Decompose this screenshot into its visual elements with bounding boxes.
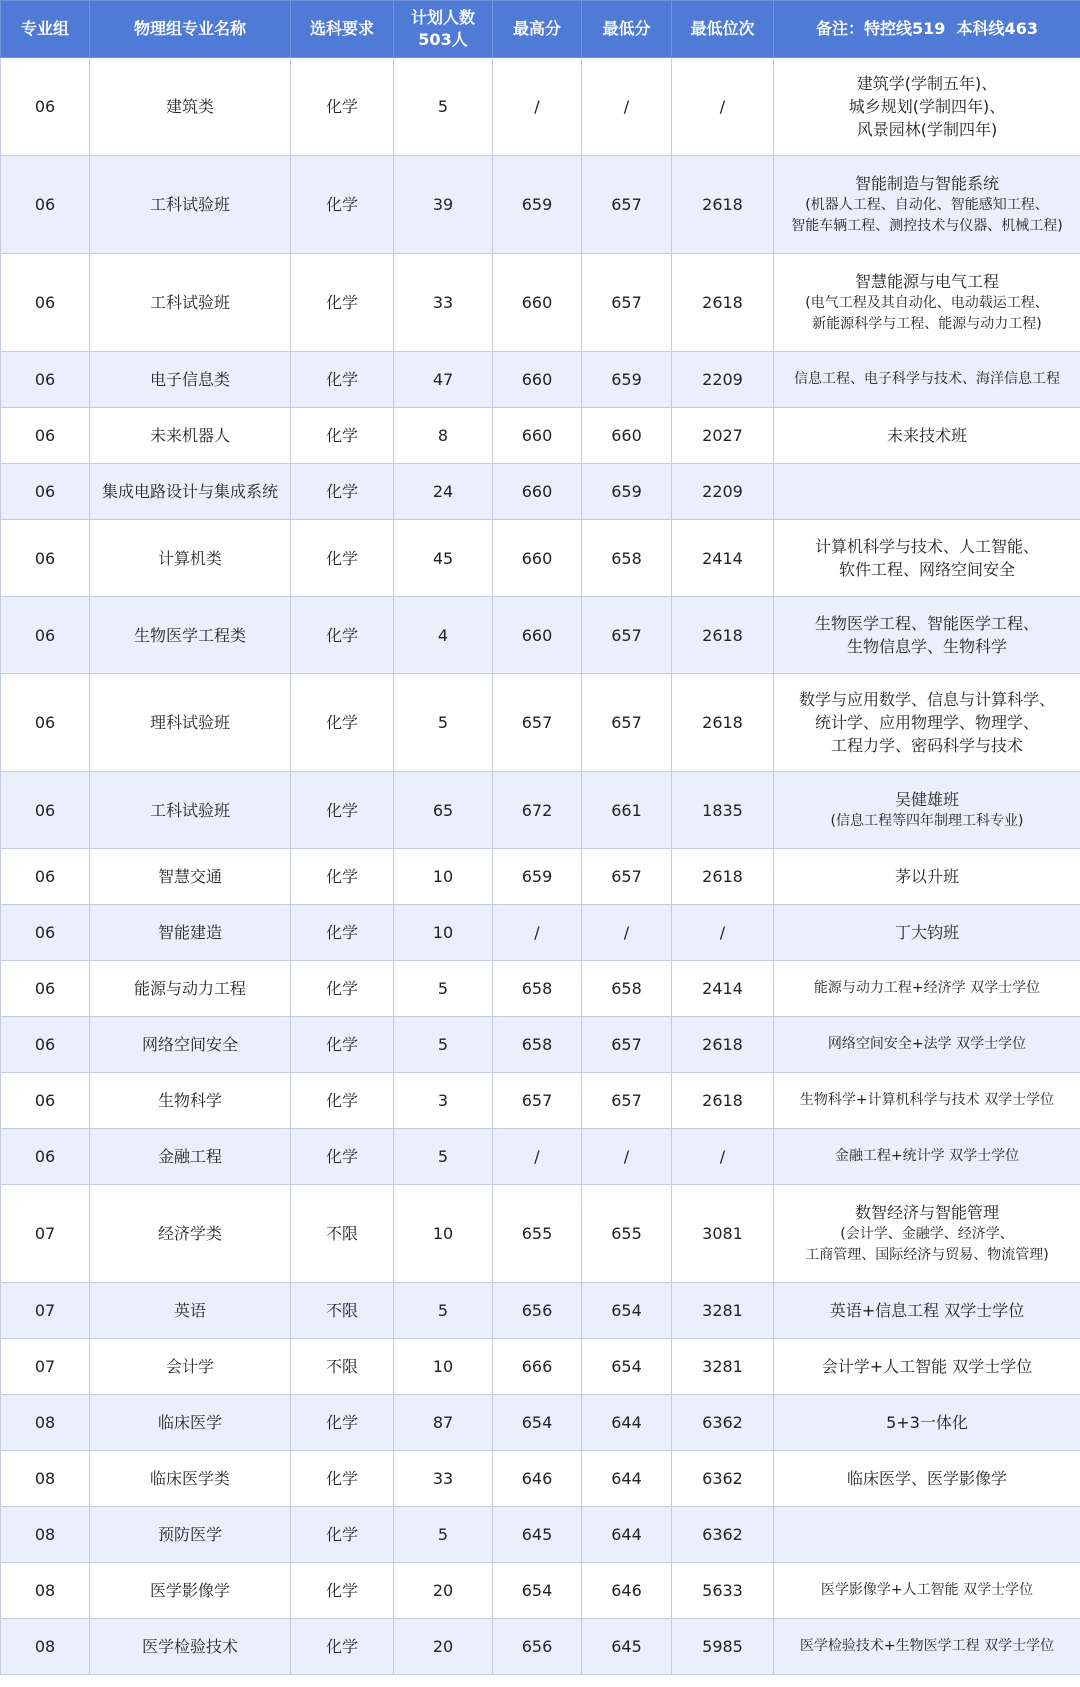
cell-note <box>774 674 1080 772</box>
cell-note <box>774 1395 1080 1451</box>
cell-note <box>774 961 1080 1017</box>
cell-subject: 化学 <box>291 597 394 674</box>
cell-plan: 3 <box>394 1073 493 1129</box>
table-row <box>1 1129 1080 1185</box>
cell-subject: 不限 <box>291 1283 394 1339</box>
cell-min-score: 644 <box>582 1507 672 1563</box>
cell-min-rank: 2414 <box>672 961 774 1017</box>
cell-subject: 化学 <box>291 905 394 961</box>
cell-max-score: 660 <box>493 464 582 520</box>
cell-subject: 化学 <box>291 1017 394 1073</box>
header-major: 物理组专业名称 <box>90 1 291 58</box>
note-line: 建筑学(学制五年)、 <box>856 74 998 93</box>
cell-min-score: 644 <box>582 1451 672 1507</box>
table-row <box>1 1339 1080 1395</box>
cell-min-score: 654 <box>582 1339 672 1395</box>
cell-min-score: 657 <box>582 156 672 254</box>
header-max: 最高分 <box>493 1 582 58</box>
cell-min-rank: 6362 <box>672 1395 774 1451</box>
note-line: 医学检验技术+生物医学工程 双学士学位 <box>799 1638 1055 1654</box>
note-line: 城乡规划(学制四年)、 <box>848 97 1006 116</box>
cell-note <box>774 597 1080 674</box>
cell-note <box>774 520 1080 597</box>
cell-subject: 不限 <box>291 1339 394 1395</box>
note-line: 软件工程、网络空间安全 <box>838 560 1015 579</box>
note-line: (会计学、金融学、经济学、 <box>840 1226 1014 1242</box>
cell-group: 08 <box>1 1619 90 1675</box>
cell-plan: 5 <box>394 1017 493 1073</box>
cell-group: 06 <box>1 352 90 408</box>
cell-min-score: 658 <box>582 520 672 597</box>
cell-group: 06 <box>1 156 90 254</box>
cell-note <box>774 1619 1080 1675</box>
table-row <box>1 1073 1080 1129</box>
note-line: 数学与应用数学、信息与计算科学、 <box>798 690 1055 709</box>
cell-major: 网络空间安全 <box>90 1017 291 1073</box>
cell-subject: 化学 <box>291 352 394 408</box>
header-plan-line1: 计划人数 <box>410 8 475 27</box>
cell-group: 06 <box>1 254 90 352</box>
cell-min-rank: 5633 <box>672 1563 774 1619</box>
cell-major: 理科试验班 <box>90 674 291 772</box>
cell-max-score: 659 <box>493 849 582 905</box>
note-line: 丁大钧班 <box>894 923 959 942</box>
note-line: 临床医学、医学影像学 <box>846 1469 1007 1488</box>
note-line: 5+3一体化 <box>886 1413 968 1432</box>
cell-group: 06 <box>1 58 90 156</box>
cell-group: 06 <box>1 905 90 961</box>
note-line: 茅以升班 <box>894 867 959 886</box>
cell-subject: 化学 <box>291 674 394 772</box>
cell-major: 电子信息类 <box>90 352 291 408</box>
table-row <box>1 905 1080 961</box>
cell-note <box>774 1017 1080 1073</box>
cell-max-score: 660 <box>493 520 582 597</box>
table-row <box>1 1507 1080 1563</box>
cell-min-rank: 3081 <box>672 1185 774 1283</box>
cell-note <box>774 1339 1080 1395</box>
cell-note <box>774 1073 1080 1129</box>
cell-plan: 33 <box>394 254 493 352</box>
cell-major: 智能建造 <box>90 905 291 961</box>
cell-max-score: 660 <box>493 254 582 352</box>
cell-max-score: 660 <box>493 352 582 408</box>
note-line: 生物医学工程、智能医学工程、 <box>814 614 1039 633</box>
cell-plan: 10 <box>394 1339 493 1395</box>
cell-group: 06 <box>1 1017 90 1073</box>
table-row <box>1 961 1080 1017</box>
cell-plan: 8 <box>394 408 493 464</box>
note-line: 会计学+人工智能 双学士学位 <box>821 1357 1033 1376</box>
cell-subject: 化学 <box>291 849 394 905</box>
cell-major: 工科试验班 <box>90 156 291 254</box>
cell-plan: 5 <box>394 1283 493 1339</box>
cell-min-score: 659 <box>582 464 672 520</box>
cell-note <box>774 1283 1080 1339</box>
cell-note <box>774 58 1080 156</box>
table-row <box>1 1619 1080 1675</box>
table-body <box>1 58 1080 1675</box>
cell-major: 智慧交通 <box>90 849 291 905</box>
note-line: 数智经济与智能管理 <box>854 1203 999 1222</box>
cell-group: 07 <box>1 1185 90 1283</box>
table-row <box>1 408 1080 464</box>
cell-group: 06 <box>1 520 90 597</box>
cell-min-rank: 2209 <box>672 352 774 408</box>
cell-major: 经济学类 <box>90 1185 291 1283</box>
cell-note <box>774 156 1080 254</box>
header-plan-line2: 503人 <box>418 30 468 49</box>
cell-min-score: / <box>582 905 672 961</box>
cell-plan: 39 <box>394 156 493 254</box>
table-row <box>1 597 1080 674</box>
header-rank: 最低位次 <box>672 1 774 58</box>
note-line: 风景园林(学制四年) <box>856 120 998 139</box>
cell-subject: 化学 <box>291 1563 394 1619</box>
cell-min-score: 660 <box>582 408 672 464</box>
cell-major: 英语 <box>90 1283 291 1339</box>
header-subject: 选科要求 <box>291 1 394 58</box>
cell-group: 06 <box>1 408 90 464</box>
note-line: 生物信息学、生物科学 <box>846 637 1007 656</box>
cell-group: 06 <box>1 772 90 849</box>
cell-group: 06 <box>1 1129 90 1185</box>
cell-min-rank: 2027 <box>672 408 774 464</box>
cell-subject: 化学 <box>291 254 394 352</box>
cell-min-rank: 2618 <box>672 254 774 352</box>
table-row <box>1 156 1080 254</box>
cell-plan: 5 <box>394 674 493 772</box>
cell-min-rank: 2414 <box>672 520 774 597</box>
cell-max-score: 646 <box>493 1451 582 1507</box>
cell-major: 工科试验班 <box>90 772 291 849</box>
cell-min-score: 657 <box>582 1073 672 1129</box>
cell-major: 临床医学类 <box>90 1451 291 1507</box>
cell-subject: 化学 <box>291 520 394 597</box>
cell-max-score: 660 <box>493 408 582 464</box>
note-line: 医学影像学+人工智能 双学士学位 <box>820 1582 1034 1598</box>
note-line: (机器人工程、自动化、智能感知工程、 <box>805 197 1049 213</box>
note-line: 能源与动力工程+经济学 双学士学位 <box>813 980 1041 996</box>
cell-note <box>774 1185 1080 1283</box>
table-header <box>1 1 1080 58</box>
cell-min-rank: 2618 <box>672 1073 774 1129</box>
cell-min-rank: 1835 <box>672 772 774 849</box>
cell-note <box>774 1507 1080 1563</box>
cell-max-score: 655 <box>493 1185 582 1283</box>
cell-max-score: 657 <box>493 1073 582 1129</box>
cell-group: 06 <box>1 1073 90 1129</box>
table-row <box>1 352 1080 408</box>
cell-group: 07 <box>1 1339 90 1395</box>
cell-subject: 化学 <box>291 1507 394 1563</box>
cell-major: 金融工程 <box>90 1129 291 1185</box>
cell-major: 会计学 <box>90 1339 291 1395</box>
cell-group: 06 <box>1 674 90 772</box>
cell-plan: 87 <box>394 1395 493 1451</box>
cell-note <box>774 254 1080 352</box>
cell-min-score: / <box>582 58 672 156</box>
table-row <box>1 1017 1080 1073</box>
cell-min-rank: 3281 <box>672 1283 774 1339</box>
cell-major: 未来机器人 <box>90 408 291 464</box>
table-row <box>1 1395 1080 1451</box>
cell-plan: 10 <box>394 905 493 961</box>
header-min: 最低分 <box>582 1 672 58</box>
cell-subject: 化学 <box>291 1129 394 1185</box>
cell-min-rank: 2618 <box>672 849 774 905</box>
cell-major: 工科试验班 <box>90 254 291 352</box>
note-line: 工商管理、国际经济与贸易、物流管理) <box>805 1247 1049 1263</box>
cell-plan: 24 <box>394 464 493 520</box>
note-line: 生物科学+计算机科学与技术 双学士学位 <box>799 1092 1055 1108</box>
cell-max-score: / <box>493 58 582 156</box>
header-plan <box>394 1 493 58</box>
cell-plan: 47 <box>394 352 493 408</box>
cell-plan: 10 <box>394 849 493 905</box>
cell-group: 07 <box>1 1283 90 1339</box>
cell-plan: 20 <box>394 1563 493 1619</box>
cell-note <box>774 408 1080 464</box>
cell-min-rank: 2618 <box>672 597 774 674</box>
cell-group: 06 <box>1 961 90 1017</box>
cell-min-score: 657 <box>582 254 672 352</box>
cell-plan: 10 <box>394 1185 493 1283</box>
table-row <box>1 1563 1080 1619</box>
cell-major: 预防医学 <box>90 1507 291 1563</box>
cell-note <box>774 849 1080 905</box>
cell-min-score: 658 <box>582 961 672 1017</box>
cell-max-score: 656 <box>493 1283 582 1339</box>
note-line: 工程力学、密码科学与技术 <box>830 736 1023 755</box>
cell-subject: 化学 <box>291 961 394 1017</box>
cell-group: 06 <box>1 849 90 905</box>
note-line: 未来技术班 <box>886 426 967 445</box>
cell-max-score: 654 <box>493 1395 582 1451</box>
note-line: 新能源科学与工程、能源与动力工程) <box>812 316 1042 332</box>
cell-subject: 化学 <box>291 772 394 849</box>
table-row <box>1 674 1080 772</box>
cell-min-rank: 6362 <box>672 1507 774 1563</box>
cell-min-rank: / <box>672 905 774 961</box>
table-row <box>1 464 1080 520</box>
cell-note <box>774 1563 1080 1619</box>
cell-max-score: / <box>493 1129 582 1185</box>
cell-subject: 化学 <box>291 1619 394 1675</box>
table-row <box>1 849 1080 905</box>
cell-plan: 5 <box>394 961 493 1017</box>
cell-min-score: 654 <box>582 1283 672 1339</box>
cell-plan: 4 <box>394 597 493 674</box>
cell-min-score: 646 <box>582 1563 672 1619</box>
cell-group: 08 <box>1 1451 90 1507</box>
note-line: 智能制造与智能系统 <box>854 174 999 193</box>
cell-note <box>774 772 1080 849</box>
cell-group: 08 <box>1 1563 90 1619</box>
cell-max-score: 658 <box>493 961 582 1017</box>
cell-group: 06 <box>1 464 90 520</box>
cell-min-score: / <box>582 1129 672 1185</box>
cell-max-score: / <box>493 905 582 961</box>
cell-plan: 33 <box>394 1451 493 1507</box>
cell-min-rank: 3281 <box>672 1339 774 1395</box>
cell-min-score: 657 <box>582 597 672 674</box>
cell-max-score: 645 <box>493 1507 582 1563</box>
table-row <box>1 58 1080 156</box>
cell-max-score: 657 <box>493 674 582 772</box>
cell-max-score: 659 <box>493 156 582 254</box>
cell-min-score: 644 <box>582 1395 672 1451</box>
cell-subject: 不限 <box>291 1185 394 1283</box>
cell-subject: 化学 <box>291 1395 394 1451</box>
note-line: (电气工程及其自动化、电动载运工程、 <box>805 295 1049 311</box>
header-row <box>1 1 1080 58</box>
cell-plan: 5 <box>394 58 493 156</box>
cell-min-score: 655 <box>582 1185 672 1283</box>
cell-major: 生物医学工程类 <box>90 597 291 674</box>
note-line: 智慧能源与电气工程 <box>854 272 999 291</box>
cell-major: 生物科学 <box>90 1073 291 1129</box>
cell-major: 建筑类 <box>90 58 291 156</box>
cell-subject: 化学 <box>291 464 394 520</box>
cell-min-rank: 6362 <box>672 1451 774 1507</box>
cell-plan: 5 <box>394 1507 493 1563</box>
cell-subject: 化学 <box>291 1451 394 1507</box>
table-row <box>1 772 1080 849</box>
cell-max-score: 656 <box>493 1619 582 1675</box>
note-line: 计算机科学与技术、人工智能、 <box>814 537 1039 556</box>
cell-min-rank: / <box>672 1129 774 1185</box>
table-row <box>1 1185 1080 1283</box>
cell-min-rank: 2618 <box>672 674 774 772</box>
note-line: 网络空间安全+法学 双学士学位 <box>827 1036 1027 1052</box>
cell-note <box>774 1129 1080 1185</box>
cell-note <box>774 464 1080 520</box>
cell-group: 08 <box>1 1395 90 1451</box>
cell-note <box>774 905 1080 961</box>
cell-plan: 65 <box>394 772 493 849</box>
cell-min-rank: 2618 <box>672 156 774 254</box>
cell-major: 计算机类 <box>90 520 291 597</box>
cell-min-rank: / <box>672 58 774 156</box>
cell-subject: 化学 <box>291 58 394 156</box>
cell-group: 06 <box>1 597 90 674</box>
note-line: 统计学、应用物理学、物理学、 <box>814 713 1039 732</box>
cell-major: 医学影像学 <box>90 1563 291 1619</box>
cell-min-rank: 2618 <box>672 1017 774 1073</box>
cell-min-score: 661 <box>582 772 672 849</box>
cell-max-score: 660 <box>493 597 582 674</box>
note-line: 英语+信息工程 双学士学位 <box>829 1301 1025 1320</box>
note-line: 信息工程、电子科学与技术、海洋信息工程 <box>794 371 1060 387</box>
cell-subject: 化学 <box>291 1073 394 1129</box>
note-line: 智能车辆工程、测控技术与仪器、机械工程) <box>791 218 1063 234</box>
cell-max-score: 666 <box>493 1339 582 1395</box>
header-note: 备注：特控线519 本科线463 <box>774 1 1080 58</box>
cell-min-score: 657 <box>582 849 672 905</box>
cell-subject: 化学 <box>291 156 394 254</box>
cell-note <box>774 352 1080 408</box>
note-line: 金融工程+统计学 双学士学位 <box>834 1148 1020 1164</box>
note-line: 吴健雄班 <box>894 790 959 809</box>
table-row <box>1 1451 1080 1507</box>
table-row <box>1 520 1080 597</box>
cell-major: 集成电路设计与集成系统 <box>90 464 291 520</box>
cell-subject: 化学 <box>291 408 394 464</box>
cell-max-score: 672 <box>493 772 582 849</box>
note-line: (信息工程等四年制理工科专业) <box>830 813 1024 829</box>
cell-major: 临床医学 <box>90 1395 291 1451</box>
cell-major: 能源与动力工程 <box>90 961 291 1017</box>
cell-min-rank: 2209 <box>672 464 774 520</box>
cell-plan: 20 <box>394 1619 493 1675</box>
cell-min-score: 645 <box>582 1619 672 1675</box>
cell-max-score: 654 <box>493 1563 582 1619</box>
cell-min-score: 657 <box>582 674 672 772</box>
cell-group: 08 <box>1 1507 90 1563</box>
table-row <box>1 254 1080 352</box>
cell-max-score: 658 <box>493 1017 582 1073</box>
cell-min-score: 659 <box>582 352 672 408</box>
cell-major: 医学检验技术 <box>90 1619 291 1675</box>
table-row <box>1 1283 1080 1339</box>
cell-plan: 5 <box>394 1129 493 1185</box>
cell-min-rank: 5985 <box>672 1619 774 1675</box>
cell-plan: 45 <box>394 520 493 597</box>
header-group: 专业组 <box>1 1 90 58</box>
cell-min-score: 657 <box>582 1017 672 1073</box>
cell-note <box>774 1451 1080 1507</box>
